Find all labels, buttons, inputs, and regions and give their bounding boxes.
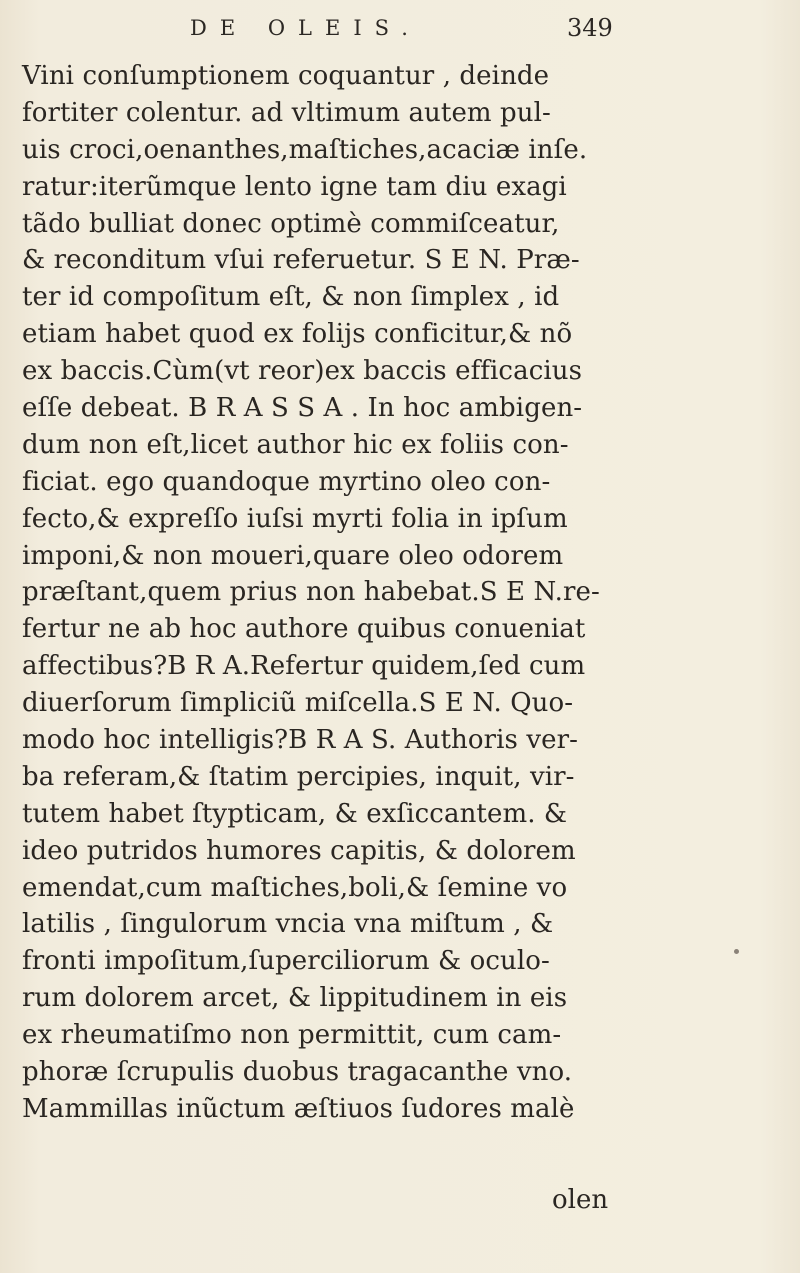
text-line: præſtant,quem prius non habebat.S E N.re- (22, 577, 600, 608)
text-line: ter id compoſitum eſt, & non ſimplex , id (22, 282, 560, 313)
text-line: etiam habet quod ex folijs conficitur,& nõ (22, 319, 573, 350)
text-line: modo hoc intelligis?B R A S. Authoris ver- (22, 725, 579, 756)
text-line: imponi,& non moueri,quare oleo odorem (22, 540, 564, 571)
text-line: ex baccis.Cùm(vt reor)ex baccis efficacius (22, 356, 583, 387)
text-line: fecto,& expreſſo iuſsi myrti folia in ipſum (22, 503, 568, 534)
body-text (22, 58, 642, 1128)
text-line: fortiter colentur. ad vltimum autem pul- (22, 97, 551, 128)
text-line: fertur ne ab hoc authore quibus conueniat (22, 614, 586, 645)
text-line: affectibus?B R A.Refertur quidem,ſed cum (22, 651, 586, 682)
text-line: ideo putridos humores capitis, & dolorem (22, 835, 576, 866)
text-line: latilis , ſingulorum vncia vna miſtum , & (22, 909, 554, 940)
text-line: Mammillas inũctum æſtiuos ſudores malè (22, 1093, 575, 1124)
page-number: 349 (567, 14, 613, 42)
catchword: olen (552, 1185, 609, 1215)
text-line: fronti impoſitum,ſuperciliorum & oculo- (22, 946, 550, 977)
text-line: uis croci,oenanthes,maſtiches,acaciæ inſe. (22, 134, 588, 165)
text-line: Vini conſumptionem coquantur , deinde (22, 61, 550, 91)
text-line: phoræ ſcrupulis duobus tragacanthe vno. (22, 1057, 573, 1088)
text-line: ficiat. ego quandoque myrtino oleo con- (22, 466, 551, 497)
text-line: rum dolorem arcet, & lippitudinem in eis (22, 983, 568, 1014)
text-line: eſſe debeat. B R A S S A . In hoc ambigen- (22, 393, 583, 424)
ink-speck (734, 949, 739, 954)
running-title: DE OLEIS. (190, 16, 421, 40)
text-line: & reconditum vſui referuetur. S E N. Præ- (22, 245, 580, 276)
text-line: ratur:iterũmque lento igne tam diu exagi (22, 171, 567, 202)
text-line: ex rheumatiſmo non permittit, cum cam- (22, 1020, 562, 1051)
text-line: tutem habet ſtypticam, & exſiccantem. & (22, 798, 568, 829)
text-line: emendat,cum maſtiches,boli,& ſemine vo (22, 872, 568, 903)
text-line: tãdo bulliat donec optimè commiſceatur, (22, 208, 560, 239)
text-line: ba referam,& ſtatim percipies, inquit, vir- (22, 761, 575, 792)
text-line: dum non eſt,licet author hic ex foliis con- (22, 429, 569, 460)
text-line: diuerſorum ſimpliciũ miſcella.S E N. Quo- (22, 688, 574, 719)
